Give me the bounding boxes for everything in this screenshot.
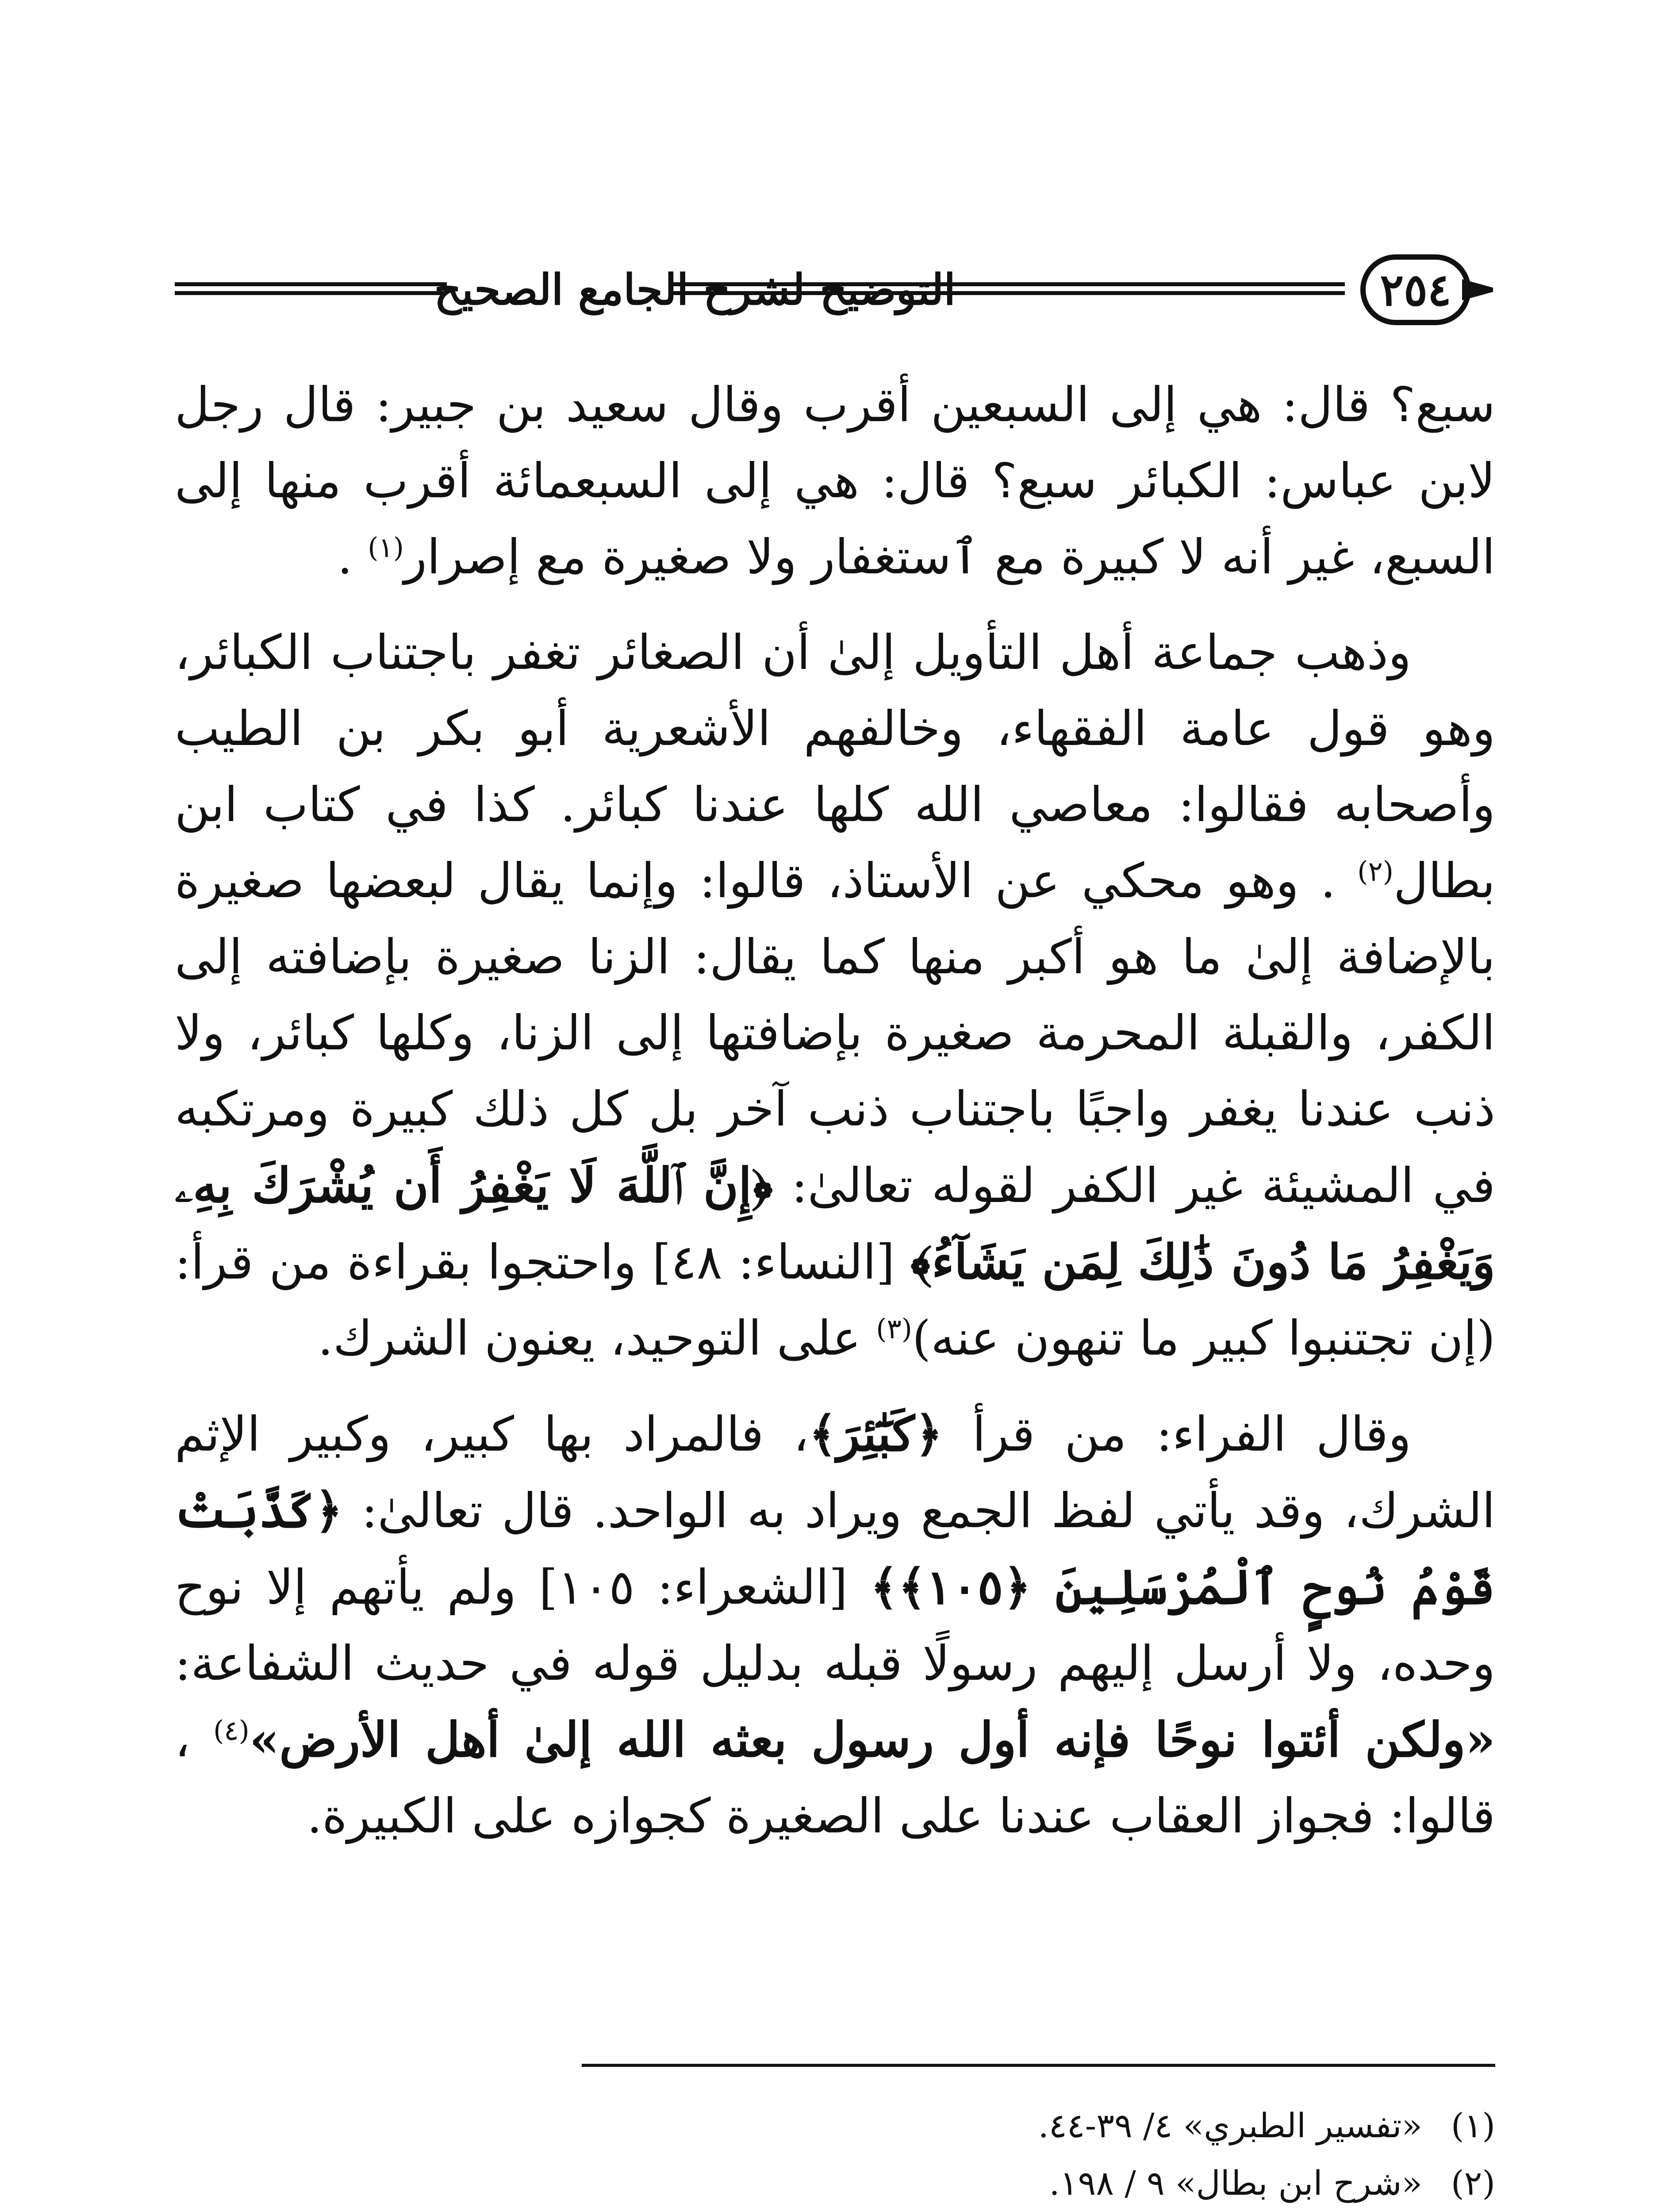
paragraph-2-part-a: وذهب جماعة أهل التأويل إلىٰ أن الصغائر تغفر باجتناب الكبائر، وهو قول عامة الفقهاء، وخالفهم الأشعرية أبو بكر بن الطيب وأصحابه فقالوا: معاصي الله كلها عندنا كبائر. كذا في كتاب ابن بطال (175, 625, 1495, 909)
footnote-1 (175, 2097, 1495, 2154)
paragraph-3-part-a: وقال الفراء: من قرأ (943, 1407, 1411, 1462)
paragraph-3 (175, 1396, 1495, 1855)
main-text (175, 367, 1495, 1874)
paragraph-1-text: سبع؟ قال: هي إلى السبعين أقرب وقال سعيد بن جبير: قال رجل لابن عباس: الكبائر سبع؟ قال: هي إلى السبعمائة أقرب منها إلى السبع، غير أنه لا كبيرة مع ٱستغفار ولا صغيرة مع إصرار (175, 377, 1495, 585)
paragraph-2-part-d: على التوحيد، يعنون الشرك. (318, 1311, 876, 1366)
footnote-1-number: (١) (1451, 2106, 1495, 2145)
paragraph-3-part-c: [الشعراء: ١٠٥] ولم يأتهم إلا نوح وحده، ولا أرسل إليهم رسولًا قبله بدليل قوله في حديث الشفاعة: (175, 1560, 1495, 1691)
footnote-2-text: «شرح ابن بطال» ٩ / ١٩٨. (1049, 2163, 1422, 2203)
quran-verse-shuara-105: ﴿كَذَّبَتْ قَوْمُ نُوحٍ ٱلْمُرْسَلِينَ ﴿١٠٥﴾﴾ (175, 1483, 1495, 1615)
paragraph-2-part-b: . وهو محكي عن الأستاذ، قالوا: وإنما يقال لبعضها صغيرة بالإضافة إلىٰ ما هو أكبر منها كما يقال: الزنا صغيرة بإضافته إلى الكفر، والقبلة المحرمة صغيرة بإضافتها إلى الزنا، وكلها كبائر، ولا ذنب عندنا يغفر واجبًا باجتناب ذنب آخر بل كل ذلك كبيرة ومرتكبه في المشيئة غير الكفر لقوله تعالىٰ: (175, 853, 1495, 1214)
hadith-quote: «ولكن أئتوا نوحًا فإنه أول رسول بعثه الله إلىٰ أهل الأرض» (249, 1712, 1496, 1768)
paragraph-3-part-b: ، فالمراد بها كبير، وكبير الإثم الشرك، وقد يأتي لفظ الجمع ويراد به الواحد. قال تعالىٰ: (175, 1407, 1495, 1539)
footnote-2 (175, 2154, 1495, 2212)
paragraph-2-part-c: [النساء: ٤٨] واحتجوا بقراءة من قرأ: (إن تجتنبوا كبير ما تنهون عنه) (175, 1235, 1495, 1366)
paragraph-1 (175, 367, 1495, 595)
footnote-1-text: «تفسير الطبري» ٤/ ٣٩-٤٤. (1038, 2106, 1422, 2145)
running-header (175, 248, 1495, 336)
footnote-ref-3: (٣) (876, 1313, 912, 1345)
running-title: التوضيح لشرح الجامع الصحيح (434, 265, 956, 315)
page-number-ornament (1360, 254, 1493, 325)
paragraph-3-part-d: ، قالوا: فجواز العقاب عندنا على الصغيرة كجوازه على الكبيرة. (175, 1713, 1495, 1844)
page-number: ٢٥٤ (1380, 264, 1451, 316)
footnote-2-number: (٢) (1451, 2163, 1495, 2203)
footnote-ref-2: (٢) (1357, 855, 1394, 887)
footnote-ref-4: (٤) (213, 1714, 250, 1747)
paragraph-2 (175, 615, 1495, 1377)
quran-word-kabair: ﴿كَبَٰٓئِرَ﴾ (809, 1406, 943, 1462)
paragraph-1-end: . (337, 530, 368, 585)
footnote-ref-1: (١) (368, 531, 404, 564)
footnotes (175, 2097, 1495, 2212)
quran-verse-nisa-48: ﴿إِنَّ ٱللَّهَ لَا يَغْفِرُ أَن يُشْرَكَ بِهِۦ وَيَغْفِرُ مَا دُونَ ذَٰلِكَ لِمَن يَشَآءُ﴾ (175, 1158, 1496, 1290)
header-rule-right (672, 282, 1345, 295)
header-rule-left (175, 282, 447, 295)
footnote-separator (582, 2064, 1495, 2067)
